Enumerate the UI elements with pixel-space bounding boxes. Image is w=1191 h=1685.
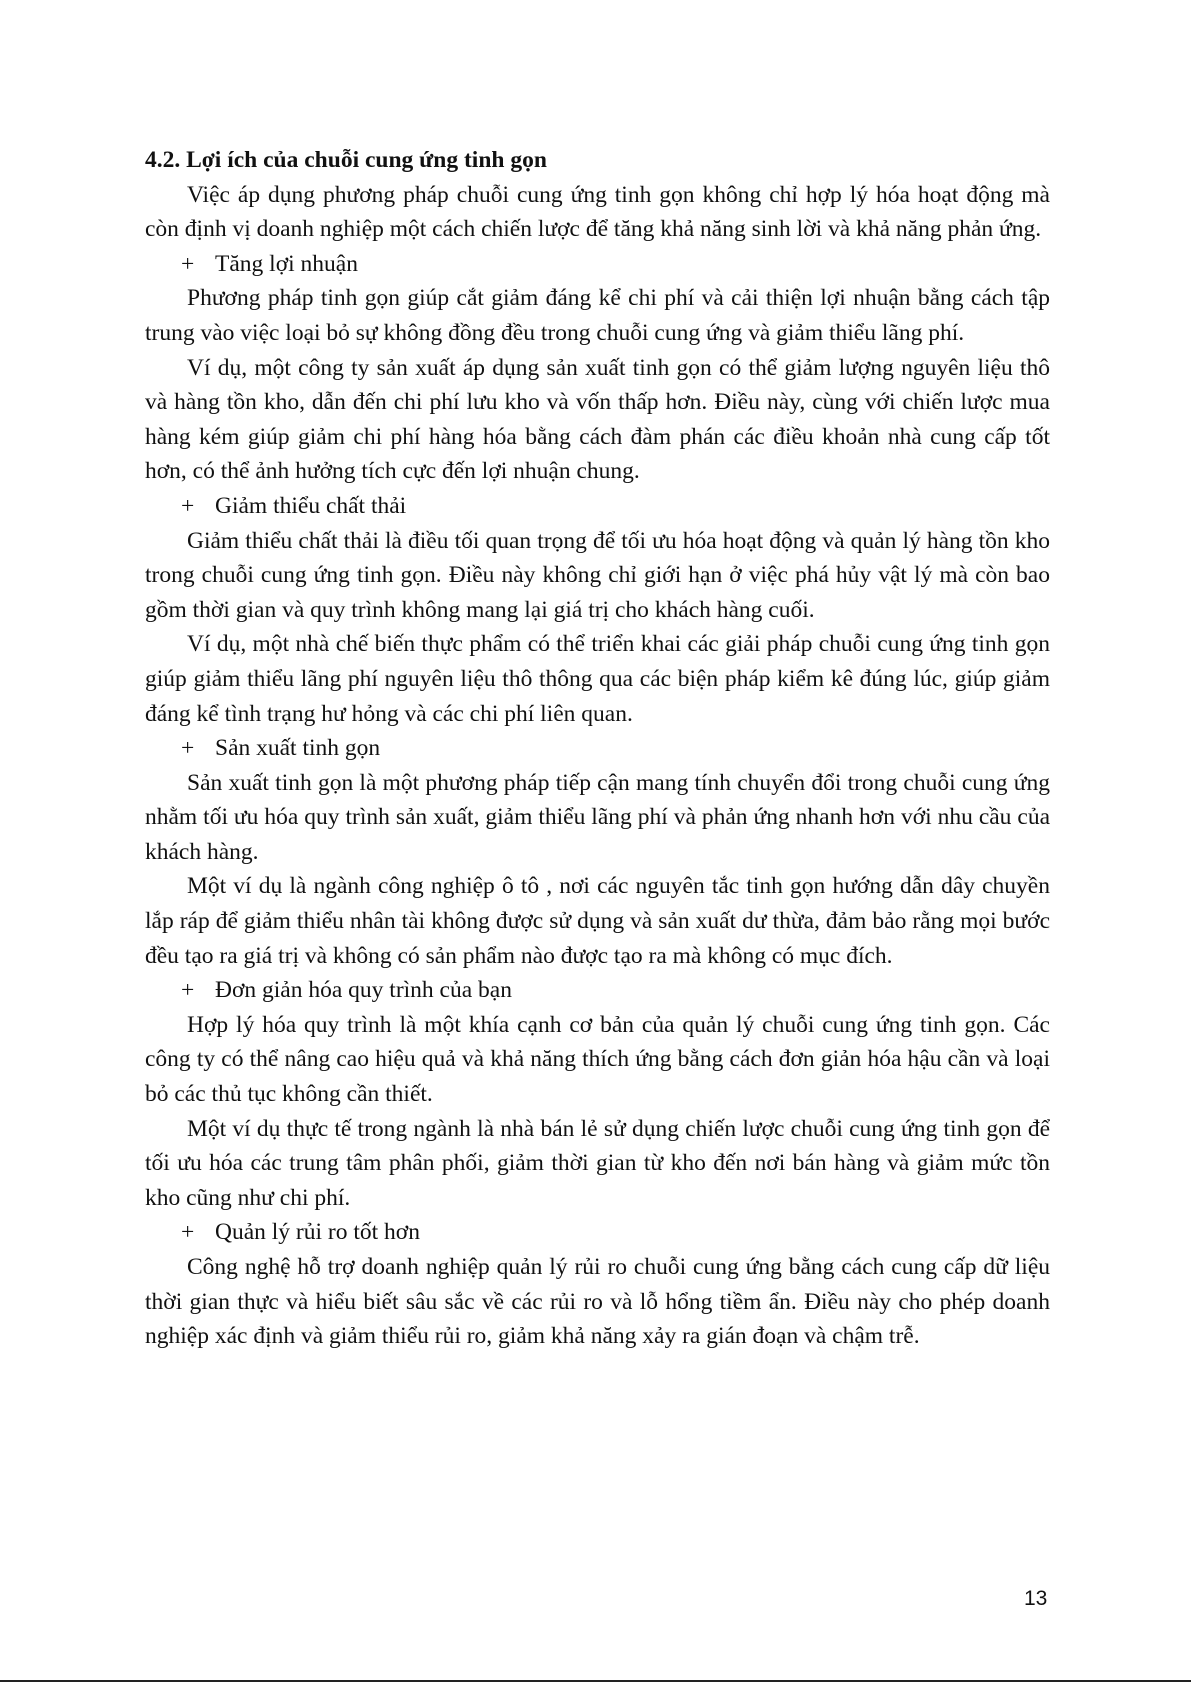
bullet-marker: + <box>181 492 195 519</box>
paragraph: Một ví dụ là ngành công nghiệp ô tô , nơi các nguyên tắc tinh gọn hướng dẫn dây chuyền lắp ráp để giảm thiểu nhân tài không được sử dụng và sản xuất dư thừa, đảm bảo rằng mọi bước đều tạo ra giá trị và không có sản phẩm nào được tạo ra mà không có mục đích. <box>145 873 1050 969</box>
paragraph: Hợp lý hóa quy trình là một khía cạnh cơ bản của quản lý chuỗi cung ứng tinh gọn. Các công ty có thể nâng cao hiệu quả và khả năng thích ứng bằng cách đơn giản hóa hậu cần và loại bỏ các thủ tục không cần thiết. <box>145 1011 1050 1108</box>
paragraph: Giảm thiểu chất thải là điều tối quan trọng để tối ưu hóa hoạt động và quản lý hàng tồn kho trong chuỗi cung ứng tinh gọn. Điều này không chỉ giới hạn ở việc phá hủy vật lý mà còn bao gồm thời gian và quy trình không mang lại giá trị cho khách hàng cuối. <box>145 527 1050 623</box>
paragraph: Ví dụ, một nhà chế biến thực phẩm có thể triển khai các giải pháp chuỗi cung ứng tinh gọn giúp giảm thiểu lãng phí nguyên liệu thô thông qua các biện pháp kiểm kê đúng lúc, giúp giảm đáng kể tình trạng hư hỏng và các chi phí liên quan. <box>145 631 1050 727</box>
bullet-marker: + <box>181 735 195 762</box>
intro-paragraph: Việc áp dụng phương pháp chuỗi cung ứng tinh gọn không chỉ hợp lý hóa hoạt động mà còn định vị doanh nghiệp một cách chiến lược để tăng khả năng sinh lời và khả năng phản ứng. <box>145 181 1050 243</box>
section-heading: 4.2. Lợi ích của chuỗi cung ứng tinh gọn <box>145 147 547 173</box>
paragraph: Sản xuất tinh gọn là một phương pháp tiếp cận mang tính chuyển đổi trong chuỗi cung ứng nhằm tối ưu hóa quy trình sản xuất, giảm thiểu lãng phí và phản ứng nhanh hơn với nhu cầu của khách hàng. <box>145 769 1050 865</box>
benefit-title: Giảm thiểu chất thải <box>215 492 407 519</box>
bullet-marker: + <box>181 250 195 277</box>
bullet-marker: + <box>181 977 195 1004</box>
benefit-title: Đơn giản hóa quy trình của bạn <box>215 977 512 1004</box>
benefit-heading-risk <box>145 1215 1050 1250</box>
document-body <box>145 143 1050 1354</box>
benefit-title: Quản lý rủi ro tốt hơn <box>215 1219 420 1246</box>
paragraph: Một ví dụ thực tế trong ngành là nhà bán lẻ sử dụng chiến lược chuỗi cung ứng tinh gọn để tối ưu hóa các trung tâm phân phối, giảm thời gian từ kho đến nơi bán hàng và giảm mức tồn kho cũng như chi phí. <box>145 1115 1050 1211</box>
benefit-title: Sản xuất tinh gọn <box>215 735 381 762</box>
bullet-marker: + <box>181 1219 195 1246</box>
benefit-heading-profit <box>145 247 1050 282</box>
page-number: 13 <box>1024 1587 1048 1610</box>
benefit-heading-lean-production <box>145 731 1050 766</box>
benefit-heading-simplify <box>145 973 1050 1008</box>
paragraph: Ví dụ, một công ty sản xuất áp dụng sản xuất tinh gọn có thể giảm lượng nguyên liệu thô và hàng tồn kho, dẫn đến chi phí lưu kho và vốn thấp hơn. Điều này, cùng với chiến lược mua hàng kém giúp giảm chi phí hàng hóa bằng cách đàm phán các điều khoản nhà cung cấp tốt hơn, có thể ảnh hưởng tích cực đến lợi nhuận chung. <box>145 354 1050 485</box>
benefit-title: Tăng lợi nhuận <box>215 250 358 277</box>
paragraph: Công nghệ hỗ trợ doanh nghiệp quản lý rủi ro chuỗi cung ứng bằng cách cung cấp dữ liệu thời gian thực và hiểu biết sâu sắc về các rủi ro và lỗ hổng tiềm ẩn. Điều này cho phép doanh nghiệp xác định và giảm thiểu rủi ro, giảm khả năng xảy ra gián đoạn và chậm trễ. <box>145 1254 1050 1350</box>
bottom-divider <box>0 1680 1191 1682</box>
paragraph: Phương pháp tinh gọn giúp cắt giảm đáng kể chi phí và cải thiện lợi nhuận bằng cách tập trung vào việc loại bỏ sự không đồng đều trong chuỗi cung ứng và giảm thiểu lãng phí. <box>145 285 1050 346</box>
benefit-heading-waste <box>145 489 1050 524</box>
